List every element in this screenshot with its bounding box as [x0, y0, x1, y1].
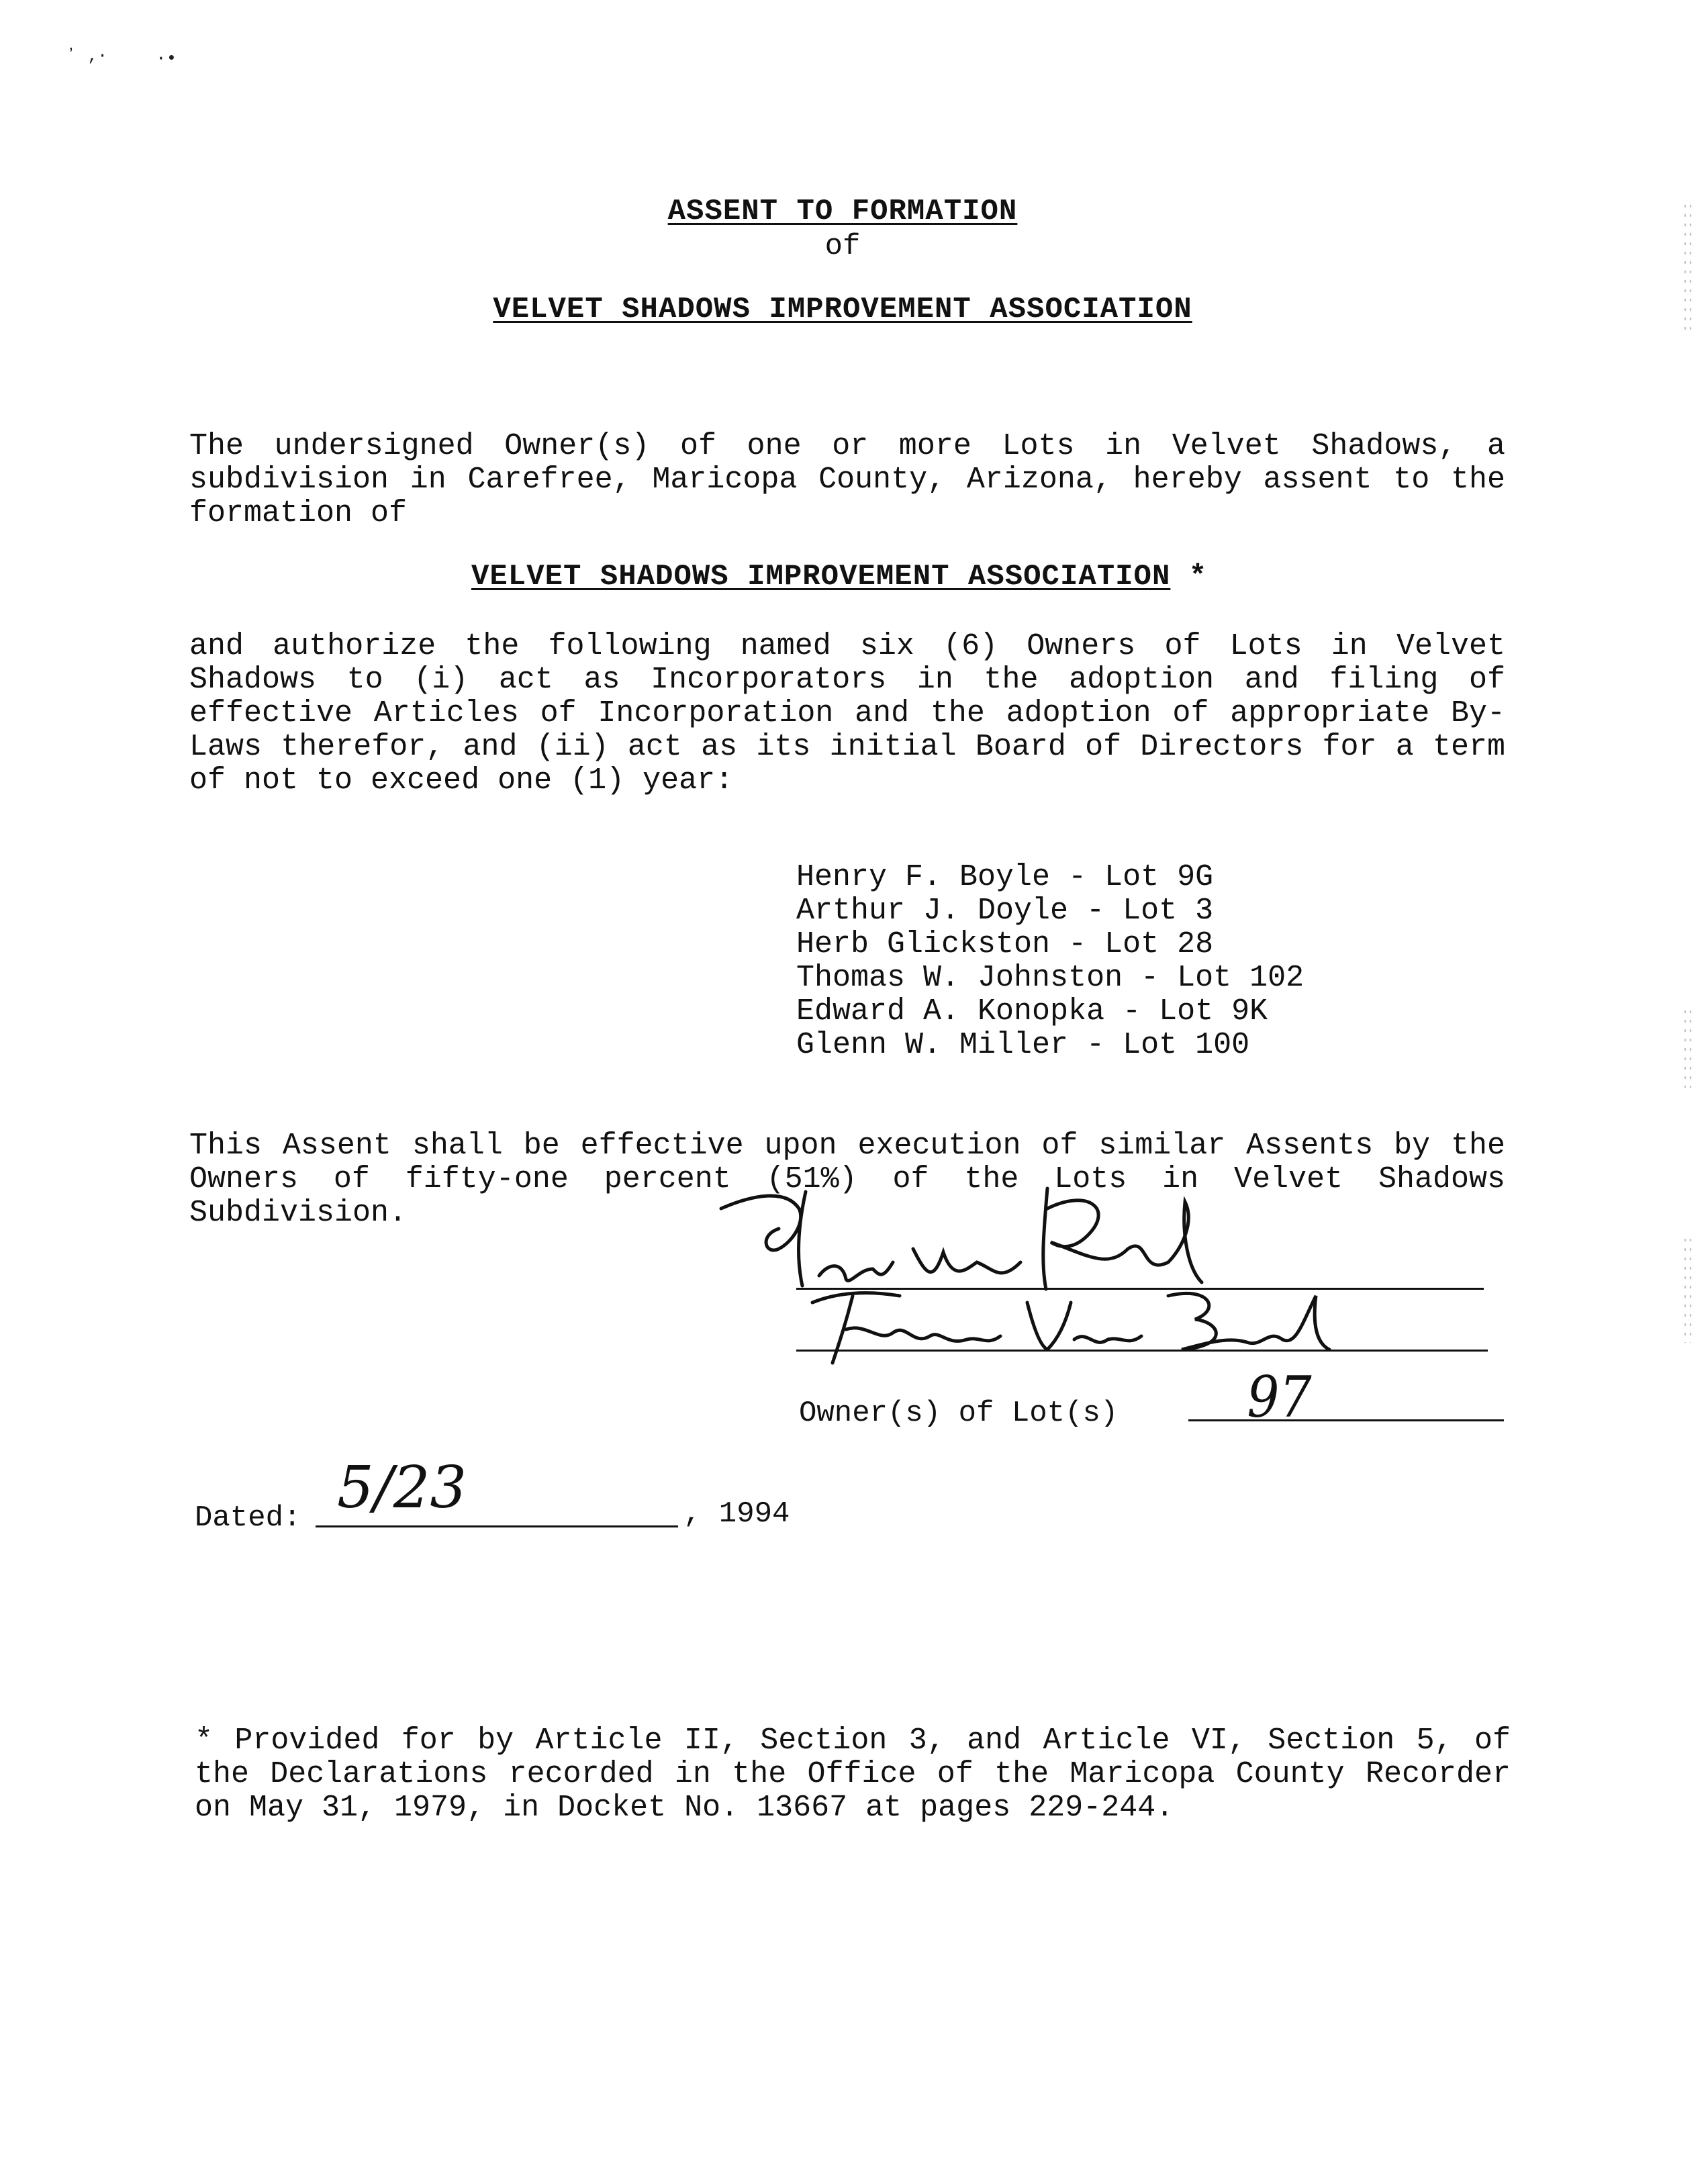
scan-edge-noise: [1682, 1235, 1692, 1343]
date-line: [316, 1525, 678, 1527]
effective-paragraph: This Assent shall be effective upon execution of similar Assents by the Owners of fifty-one percent (51%) of the Lots in Velvet Shadows Subdivision.: [189, 1129, 1505, 1230]
dated-label: Dated:: [195, 1501, 301, 1535]
owner-lot-label: Owner(s) of Lot(s): [799, 1397, 1119, 1430]
dated-value: 5/23: [337, 1454, 467, 1521]
director-entry: Thomas W. Johnston - Lot 102: [796, 961, 1304, 995]
association-heading-2: [471, 560, 1207, 594]
dated-year: , 1994: [683, 1497, 790, 1531]
scan-speck: ʼ ‚·: [66, 46, 108, 66]
authorize-paragraph: and authorize the following named six (6) Owners of Lots in Velvet Shadows to (i) act as Incorporators in the adoption and filing of effective Articles of Incorporation and the adoption of appropriate By-Laws therefor, and (ii) act as its initial Board of Directors for a term of not to exceed one (1) year:: [189, 629, 1505, 798]
association-heading-text: VELVET SHADOWS IMPROVEMENT ASSOCIATION: [493, 293, 1192, 326]
director-entry: Herb Glickston - Lot 28: [796, 927, 1214, 961]
document-title: [0, 195, 1685, 228]
footnote: * Provided for by Article II, Section 3, and Article VI, Section 5, of the Declarations recorded in the Office of the Maricopa County Recorder on May 31, 1979, in Docket No. 13667 at pages 229-244.: [195, 1724, 1511, 1825]
director-entry: Henry F. Boyle - Lot 9G: [796, 860, 1214, 894]
intro-paragraph: The undersigned Owner(s) of one or more Lots in Velvet Shadows, a subdivision in Carefree, Maricopa County, Arizona, hereby assent to the formation of: [189, 429, 1505, 530]
scan-edge-noise: [1682, 1007, 1692, 1088]
handwritten-signature-2: [806, 1282, 1343, 1370]
directors-list: [796, 861, 1304, 1062]
association-heading: [0, 293, 1685, 326]
document-title-text: ASSENT TO FORMATION: [667, 195, 1018, 228]
title-of: of: [824, 230, 861, 263]
lot-line: [1188, 1419, 1504, 1421]
association-heading-2-text: VELVET SHADOWS IMPROVEMENT ASSOCIATION: [471, 560, 1171, 594]
scan-speck: ·•: [156, 48, 177, 68]
owner-lot-value: 97: [1247, 1364, 1312, 1430]
director-entry: Glenn W. Miller - Lot 100: [796, 1028, 1250, 1062]
director-entry: Edward A. Konopka - Lot 9K: [796, 994, 1268, 1029]
asterisk-marker: *: [1188, 560, 1208, 594]
director-entry: Arthur J. Doyle - Lot 3: [796, 894, 1214, 928]
